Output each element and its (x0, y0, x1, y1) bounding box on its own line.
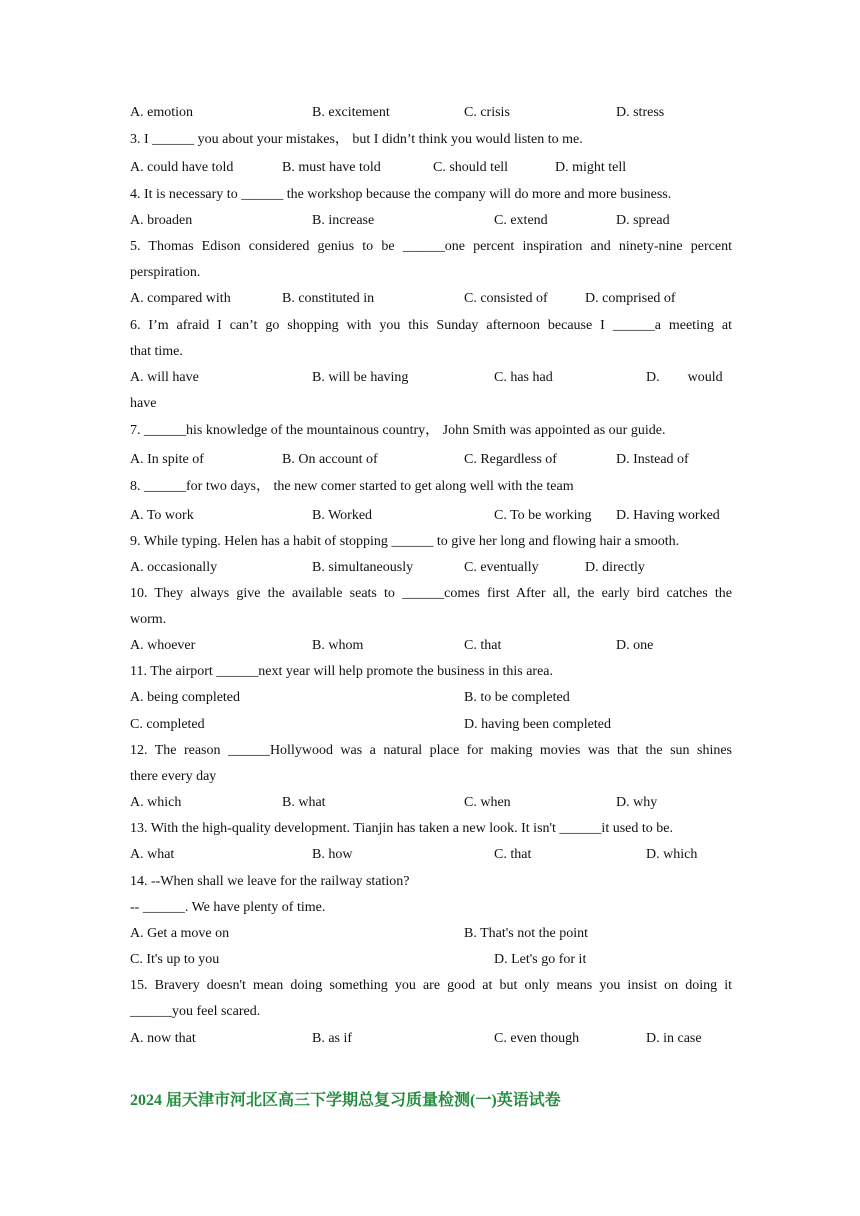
q9-option-b: B. simultaneously (312, 560, 414, 575)
q15-option-d: D. in case (646, 1031, 702, 1046)
q5-option-b: B. constituted in (282, 291, 375, 306)
q12-option-b: B. what (282, 795, 326, 810)
q12-option-c: C. when (464, 795, 511, 810)
q3-option-d: D. might tell (555, 160, 627, 175)
q7-option-b: B. On account of (282, 452, 378, 467)
q13-option-c: C. that (494, 847, 532, 862)
q6-option-d-wrap: have (130, 396, 157, 411)
q5-stem-line1: 5. Thomas Edison considered genius to be ______one percent inspiration and ninety-nine percent (130, 239, 732, 254)
q7-option-a: A. In spite of (130, 452, 204, 467)
q2-option-d: D. stress (616, 105, 665, 120)
q8-option-a: A. To work (130, 508, 194, 523)
q3-option-b: B. must have told (282, 160, 381, 175)
q14-option-c: C. It's up to you (130, 952, 220, 967)
q8-option-d: D. Having worked (616, 508, 720, 523)
q5-stem-line2: perspiration. (130, 265, 201, 280)
q4-option-b: B. increase (312, 213, 375, 228)
q9-option-c: C. eventually (464, 560, 539, 575)
q7-option-c: C. Regardless of (464, 452, 557, 467)
q14-response: -- ______. We have plenty of time. (130, 900, 326, 915)
q5-option-d: D. comprised of (585, 291, 676, 306)
q13-stem: 13. With the high-quality development. Tianjin has taken a new look. It isn't ______it used to be. (130, 821, 673, 836)
q11-option-d: D. having been completed (464, 717, 611, 732)
q14-option-d: D. Let's go for it (494, 952, 587, 967)
q8-option-c: C. To be working (494, 508, 592, 523)
q15-option-c: C. even though (494, 1031, 580, 1046)
q15-option-b: B. as if (312, 1031, 353, 1046)
q15-stem-line1: 15. Bravery doesn't mean doing something you are good at but only means you insist on doing it (130, 978, 732, 993)
q6-stem-line2: that time. (130, 344, 183, 359)
q3-stem: 3. I ______ you about your mistakes， but I didn’t think you would listen to me. (130, 132, 583, 147)
q14-option-b: B. That's not the point (464, 926, 588, 941)
q11-option-c: C. completed (130, 717, 205, 732)
exam-title: 2024 届天津市河北区高三下学期总复习质量检测(一)英语试卷 (130, 1092, 561, 1109)
q12-stem-line2: there every day (130, 769, 217, 784)
q6-stem-line1: 6. I’m afraid I can’t go shopping with you this Sunday afternoon because I ______a meeting at (130, 318, 732, 333)
q13-option-b: B. how (312, 847, 353, 862)
q2-option-a: A. emotion (130, 105, 193, 120)
q8-option-b: B. Worked (312, 508, 373, 523)
q2-option-b: B. excitement (312, 105, 390, 120)
q12-option-d: D. why (616, 795, 658, 810)
q15-stem-line2: ______you feel scared. (130, 1004, 261, 1019)
q12-stem-line1: 12. The reason ______Hollywood was a natural place for making movies was that the sun shines (130, 743, 732, 758)
q10-stem-line1: 10. They always give the available seats to ______comes first After all, the early bird catches the (130, 586, 732, 601)
q10-stem-line2: worm. (130, 612, 167, 627)
q6-option-b: B. will be having (312, 370, 409, 385)
q15-option-a: A. now that (130, 1031, 196, 1046)
q3-option-a: A. could have told (130, 160, 234, 175)
q11-option-b: B. to be completed (464, 690, 570, 705)
q9-stem: 9. While typing. Helen has a habit of stopping ______ to give her long and flowing hair a smooth. (130, 534, 680, 549)
q12-option-a: A. which (130, 795, 182, 810)
q7-stem: 7. ______his knowledge of the mountainous country， John Smith was appointed as our guide. (130, 423, 666, 438)
q6-option-c: C. has had (494, 370, 553, 385)
q6-option-a: A. will have (130, 370, 199, 385)
q9-option-a: A. occasionally (130, 560, 218, 575)
q7-option-d: D. Instead of (616, 452, 689, 467)
q2-option-c: C. crisis (464, 105, 510, 120)
q5-option-a: A. compared with (130, 291, 231, 306)
q4-option-d: D. spread (616, 213, 670, 228)
q11-stem: 11. The airport ______next year will help promote the business in this area. (130, 664, 554, 679)
q10-option-a: A. whoever (130, 638, 196, 653)
q6-option-d: D. would (646, 370, 723, 385)
q5-option-c: C. consisted of (464, 291, 548, 306)
q4-option-c: C. extend (494, 213, 548, 228)
q13-option-a: A. what (130, 847, 175, 862)
q13-option-d: D. which (646, 847, 698, 862)
q14-option-a: A. Get a move on (130, 926, 230, 941)
q4-option-a: A. broaden (130, 213, 193, 228)
q10-option-d: D. one (616, 638, 654, 653)
q14-stem: 14. --When shall we leave for the railway station? (130, 874, 410, 889)
q10-option-c: C. that (464, 638, 502, 653)
q4-stem: 4. It is necessary to ______ the workshop because the company will do more and more business. (130, 187, 672, 202)
q8-stem: 8. ______for two days， the new comer started to get along well with the team (130, 479, 574, 494)
q10-option-b: B. whom (312, 638, 364, 653)
q9-option-d: D. directly (585, 560, 645, 575)
q11-option-a: A. being completed (130, 690, 241, 705)
q3-option-c: C. should tell (433, 160, 509, 175)
